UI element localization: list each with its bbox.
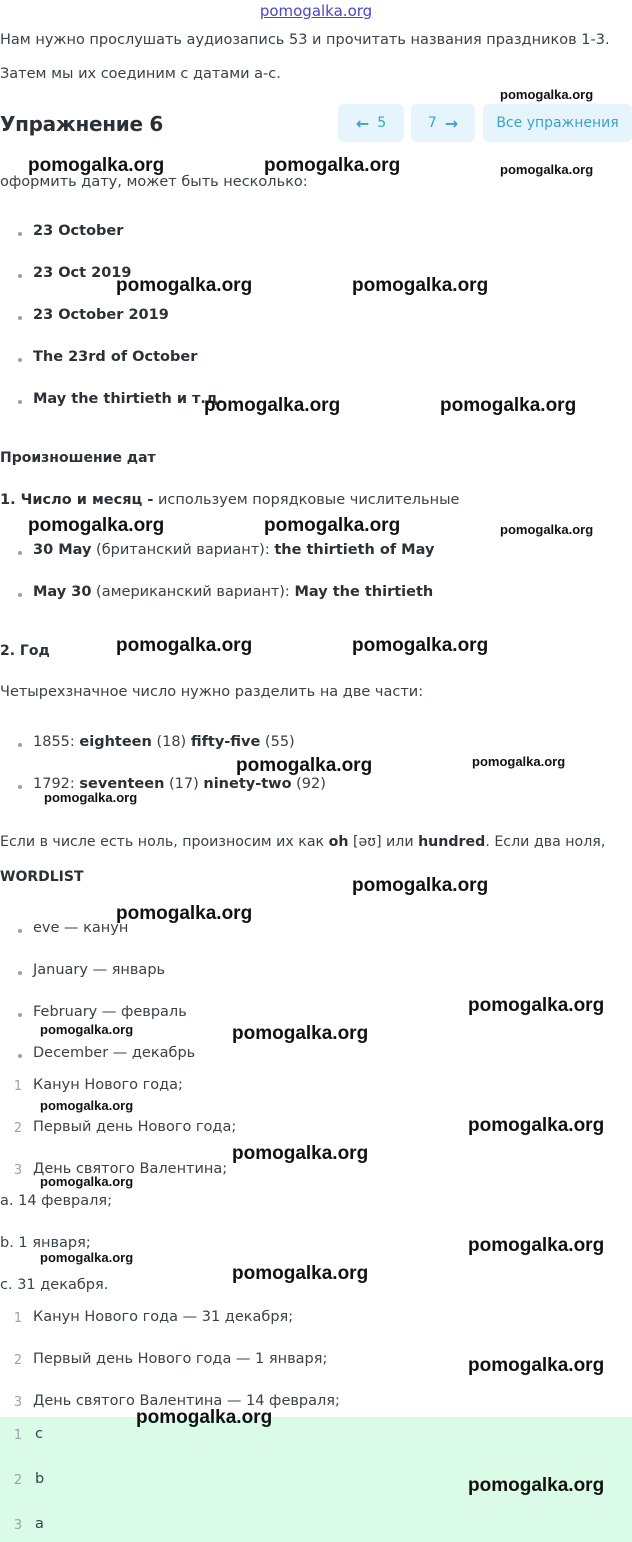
matched-item: Первый день Нового года — 1 января; [33,1351,328,1367]
zero-rule-text: [əʊ] или [348,834,419,850]
watermark: pomogalka.org [468,1115,605,1136]
watermark: pomogalka.org [440,395,577,416]
section-1-desc: используем порядковые числительные [153,492,460,508]
bullet [18,743,22,747]
bullet [18,1054,22,1058]
reading: May the thirtieth [294,584,434,600]
bullet [18,551,22,555]
watermark: pomogalka.org [264,515,401,536]
zero-rule-hundred: hundred [418,834,486,850]
watermark: pomogalka.org [352,875,489,896]
watermark: pomogalka.org [500,162,594,177]
zero-rule-text: . Если два ноля, [485,834,606,850]
year-num: (55) [260,734,295,750]
date-format-item: 23 October 2019 [33,307,169,323]
section-1-title: 1. Число и месяц - [0,492,154,508]
bullet [18,400,22,404]
year-part: ninety-two [203,776,292,792]
exercise-title: Упражнение 6 [0,112,164,136]
year-num: (17) [164,776,204,792]
watermark: pomogalka.org [28,515,165,536]
year: 1792: [33,776,80,792]
pronunciation-heading: Произношение дат [0,450,156,466]
bullet [18,593,22,597]
answer-number: 1 [13,1428,23,1443]
year: 1855: [33,734,80,750]
watermark: pomogalka.org [468,1355,605,1376]
watermark: pomogalka.org [500,522,594,537]
wordlist-heading: WORDLIST [0,869,84,885]
answer-number: 3 [13,1518,23,1533]
section-1-heading [0,492,459,508]
reading: the thirtieth of May [274,542,435,558]
bullet [18,929,22,933]
answer-letter: a [35,1516,44,1532]
watermark: pomogalka.org [468,995,605,1016]
matched-item: День святого Валентина — 14 февраля; [33,1393,340,1409]
arrow-left-icon: ← [355,113,370,133]
watermark: pomogalka.org [232,1023,369,1044]
list-number: 1 [13,1311,23,1326]
date-format-item: 23 Oct 2019 [33,265,132,281]
date-format-item: The 23rd of October [33,349,198,365]
bullet [18,971,22,975]
wordlist-item: December — декабрь [33,1045,196,1061]
answer-number: 2 [13,1473,23,1488]
matched-item: Канун Нового года — 31 декабря; [33,1309,294,1325]
zero-rule [0,834,605,850]
watermark: pomogalka.org [236,755,373,776]
date-option: a. 14 февраля; [0,1193,112,1209]
bullet [18,1013,22,1017]
watermark: pomogalka.org [264,155,401,176]
watermark: pomogalka.org [352,635,489,656]
watermark: pomogalka.org [472,754,566,769]
watermark: pomogalka.org [468,1235,605,1256]
prev-exercise-label: 5 [377,115,387,131]
year-part: fifty-five [190,734,261,750]
intro-line-2: Затем мы их соединим с датами a-c. [0,66,281,82]
watermark: pomogalka.org [116,635,253,656]
list-number: 3 [13,1395,23,1410]
wordlist-item: January — январь [33,962,166,978]
watermark: pomogalka.org [204,395,341,416]
watermark: pomogalka.org [232,1263,369,1284]
year-part: seventeen [79,776,165,792]
watermark: pomogalka.org [136,1407,273,1428]
watermark: pomogalka.org [500,87,594,102]
holiday-item: День святого Валентина; [33,1161,228,1177]
answer-letter: c [35,1426,43,1442]
year-item [33,734,295,750]
watermark: pomogalka.org [40,1174,134,1189]
month-day-item [33,542,434,558]
watermark: pomogalka.org [116,275,253,296]
watermark: pomogalka.org [40,1098,134,1113]
date-option: b. 1 января; [0,1235,91,1251]
year-num: (18) [151,734,191,750]
date-option: c. 31 декабря. [0,1277,109,1293]
zero-rule-oh: oh [328,834,349,850]
watermark: pomogalka.org [352,275,489,296]
list-number: 1 [13,1079,23,1094]
watermark: pomogalka.org [44,790,138,805]
bullet [18,232,22,236]
all-exercises-label: Все упражнения [496,115,619,131]
date-format-item: May the thirtieth и т.д. [33,391,224,407]
date-format-item: 23 October [33,223,124,239]
date-formats-intro: оформить дату, может быть несколько: [0,174,308,190]
list-number: 3 [13,1163,23,1178]
intro-line-1: Нам нужно прослушать аудиозапись 53 и прочитать названия праздников 1-3. [0,32,610,48]
date-example: May 30 [33,584,92,600]
variant-note: (американский вариант): [91,584,295,600]
next-exercise-button[interactable] [411,104,475,142]
next-exercise-label: 7 [427,115,437,131]
zero-rule-text: Если в числе есть ноль, произносим их как [0,834,329,850]
watermark: pomogalka.org [116,903,253,924]
wordlist-item: eve — канун [33,920,129,936]
date-example: 30 May [33,542,92,558]
answer-letter: b [35,1471,45,1487]
watermark: pomogalka.org [232,1143,369,1164]
watermark: pomogalka.org [468,1475,605,1496]
arrow-right-icon: → [444,113,459,133]
year-part: eighteen [79,734,152,750]
site-link[interactable]: pomogalka.org [259,2,373,20]
prev-exercise-button[interactable] [338,104,404,142]
variant-note: (британский вариант): [91,542,275,558]
wordlist-item: February — февраль [33,1004,187,1020]
watermark: pomogalka.org [40,1250,134,1265]
bullet [18,785,22,789]
all-exercises-button[interactable] [483,104,632,142]
bullet [18,358,22,362]
section-2-title: 2. Год [0,643,50,659]
bullet [18,274,22,278]
watermark: pomogalka.org [28,155,165,176]
section-2-desc: Четырехзначное число нужно разделить на две части: [0,684,424,700]
bullet [18,316,22,320]
year-num: (92) [291,776,326,792]
watermark: pomogalka.org [40,1022,134,1037]
month-day-item [33,584,433,600]
list-number: 2 [13,1121,23,1136]
holiday-item: Первый день Нового года; [33,1119,237,1135]
list-number: 2 [13,1353,23,1368]
holiday-item: Канун Нового года; [33,1077,183,1093]
